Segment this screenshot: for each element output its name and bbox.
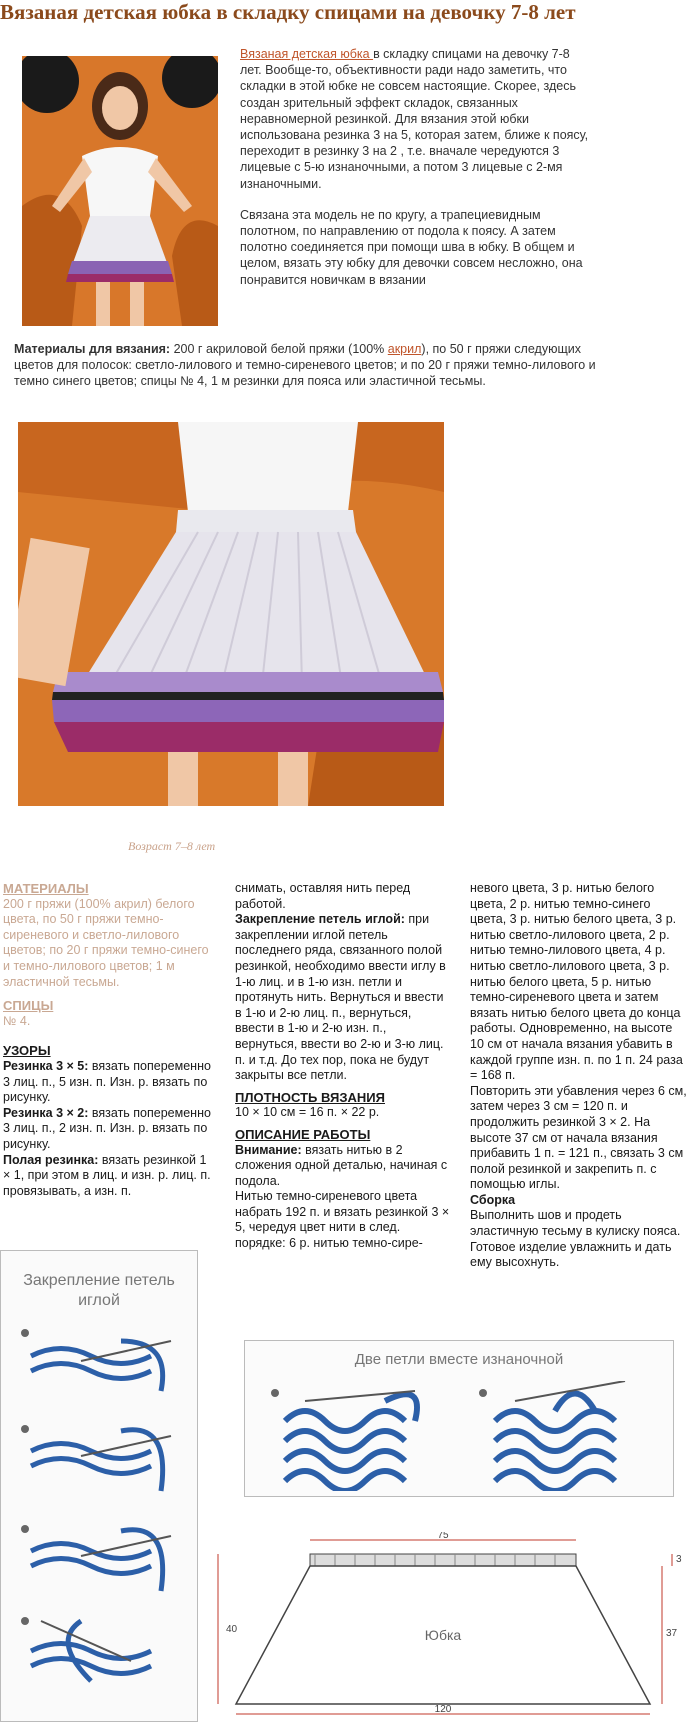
needles-heading: СПИЦЫ — [3, 998, 54, 1014]
col3-body: невого цвета, 3 р. нитью белого цвета, 2 р. нитью темно-синего цвета, 3 р. нитью белого цвета, 3 р. нитью светло-лилового цвета, 2 р. нитью темно-лилового цвета, 4 р. нитью светло-лилового цвета, 3 р. нитью белого цвета, 5 р. нитью темно-сиреневого цвета и затем вязать нитью белого цвета до конца работы. Одновременно, на высоте 10 см от начала вязания убавить в каждой группе изн. п. по 1 п. 24 раза = 168 п. — [470, 881, 683, 1083]
col2-cont: снимать, оставляя нить перед работой. — [235, 881, 411, 911]
acryl-link[interactable]: акрил — [387, 342, 422, 356]
rib35-text: вязать попеременно 3 лиц. п., 5 изн. п. Изн. р. вязать по рисунку. — [3, 1058, 211, 1105]
attention-label: Внимание: — [235, 1142, 302, 1157]
skirt-height-waist: 3 — [676, 1554, 682, 1565]
pattern-rib-3x5 — [3, 1059, 215, 1106]
diagram-purl-two — [244, 1340, 674, 1497]
diagram-fix-stitches — [0, 1250, 198, 1722]
density-body: 10 × 10 см = 16 п. × 22 р. — [235, 1105, 380, 1120]
photo-girl-skirt — [22, 56, 218, 326]
materials-part1: 200 г акриловой белой пряжи (100% — [170, 342, 388, 356]
fix-label: Закрепление петель иглой: — [235, 912, 405, 927]
photo-skirt-closeup — [18, 422, 444, 806]
page-title: Вязаная детская юбка в складку спицами на девочку 7-8 лет — [0, 0, 576, 24]
needles-body: № 4. — [3, 1013, 31, 1028]
density-heading: ПЛОТНОСТЬ ВЯЗАНИЯ — [235, 1089, 385, 1105]
fix-stitches — [235, 912, 451, 1084]
intro-p1: в складку спицами на девочку 7-8 лет. Вообще-то, объективности ради надо заметить, что складки в этой юбке не совсем настоящие. Скорее, здесь создан зрительный эффект складок, связанных неравномерной резинкой. Для вязания этой юбки использована резинка 3 на 5, которая затем, ближе к поясу, переходит в резинку 3 на 2 , т.е. вначале чередуются 3 лицевые с 5-ю изнаночными, а потом 3 лицевые с 2-мя изнаночными. — [240, 47, 589, 191]
skirt-top-width: 75 — [437, 1532, 449, 1541]
hollow-label: Полая резинка: — [3, 1152, 99, 1167]
rib32-text: вязать попеременно 3 лиц. п., 2 изн. п. Изн. р. вязать по рисунку. — [3, 1105, 211, 1151]
materials-text — [14, 341, 614, 390]
skirt-link[interactable]: Вязаная детская юбка — [240, 47, 374, 61]
diagram-fix-title: Закрепление петель иглой — [23, 1272, 175, 1309]
rib35-label: Резинка 3 × 5: — [3, 1058, 89, 1073]
work-heading: ОПИСАНИЕ РАБОТЫ — [235, 1126, 371, 1142]
fix-text: при закреплении иглой петель последнего ряда, связанного полой резинкой, необходимо ввести иглу в 1-ю лиц. и в 1-ю изн. петли и протянуть нить. Вернуться и ввести в 1-ю и 2-ю лиц. п., вернуться, ввести в 1-ю и 2-ю изн. п., вернуться, ввести во 2-ю и 3-ю лиц. п. и т.д. До тех пор, пока не будут закрыты все петли. — [235, 912, 446, 1083]
attention-text: вязать нитью в 2 сложения одной деталью, начиная с подола. — [235, 1142, 448, 1188]
skirt-bottom-width: 120 — [434, 1704, 452, 1715]
patterns-heading: УЗОРЫ — [3, 1043, 51, 1059]
diagram-purl-title: Две петли вместе изнаночной — [354, 1351, 564, 1368]
intro-p2: Связана эта модель не по кругу, а трапециевидным полотном, по направлению от подола к поясу. А затем полотно соединяется при помощи шва в юбку. В общем и целом, вязать эту юбку для девочки совсем несложно, она понравится новичкам в вязании — [240, 207, 583, 287]
assembly-body: Выполнить шов и продеть эластичную тесьму в кулиску пояса. Готовое изделие увлажнить и дать ему высохнуть. — [470, 1208, 681, 1270]
assembly-heading: Сборка — [470, 1192, 516, 1207]
col3-body-2: Повторить эти убавления через 6 см, затем через 3 см = 120 п. и продолжить резинкой 3 × 2. На высоте 37 см от начала вязания прибавить 1 п. = 121 п., связать 3 см полой резинкой и закрепить п. с помощью иглы. — [470, 1083, 687, 1192]
age-caption: Возраст 7–8 лет — [128, 839, 216, 853]
materials-label: Материалы для вязания: — [14, 342, 171, 356]
attention — [235, 1143, 451, 1190]
scan-column-1 — [3, 881, 215, 1199]
skirt-label: Юбка — [424, 1627, 462, 1643]
pattern-rib-3x2 — [3, 1106, 215, 1153]
skirt-pattern — [210, 1532, 690, 1722]
rib32-label: Резинка 3 × 2: — [3, 1105, 89, 1120]
work-body: Нитью темно-сиреневого цвета набрать 192 п. и вязать резинкой 3 × 5, чередуя цвет нити в след. порядке: 6 р. нитью темно-сире- — [235, 1189, 450, 1251]
skirt-height-total: 40 — [226, 1624, 238, 1635]
skirt-height-body: 37 — [666, 1628, 678, 1639]
pattern-hollow-rib — [3, 1153, 215, 1200]
hollow-text: вязать резинкой 1 × 1, при этом в лиц. и изн. р. лиц. п. провязывать, а изн. п. — [3, 1152, 211, 1198]
scan-column-2 — [235, 881, 451, 1252]
materials-part2: ), по 50 г пряжи следующих цветов для полосок: светло-лилового и темно-сиреневого цветов; и по 20 г пряжи темно-лилового и темно синего цветов; спицы № 4, 1 м резинки для пояса или эластичной тесьмы. — [14, 342, 596, 389]
scan-column-3 — [470, 881, 688, 1271]
materials-heading: МАТЕРИАЛЫ — [3, 881, 89, 896]
materials-body: 200 г пряжи (100% акрил) белого цвета, по 50 г пряжи темно-сиреневого и светло-лилового цветов; по 20 г пряжи темно-синего и темно-лилового цветов; 1 м эластичной тесьмы. — [3, 896, 209, 989]
intro-text — [240, 46, 590, 303]
